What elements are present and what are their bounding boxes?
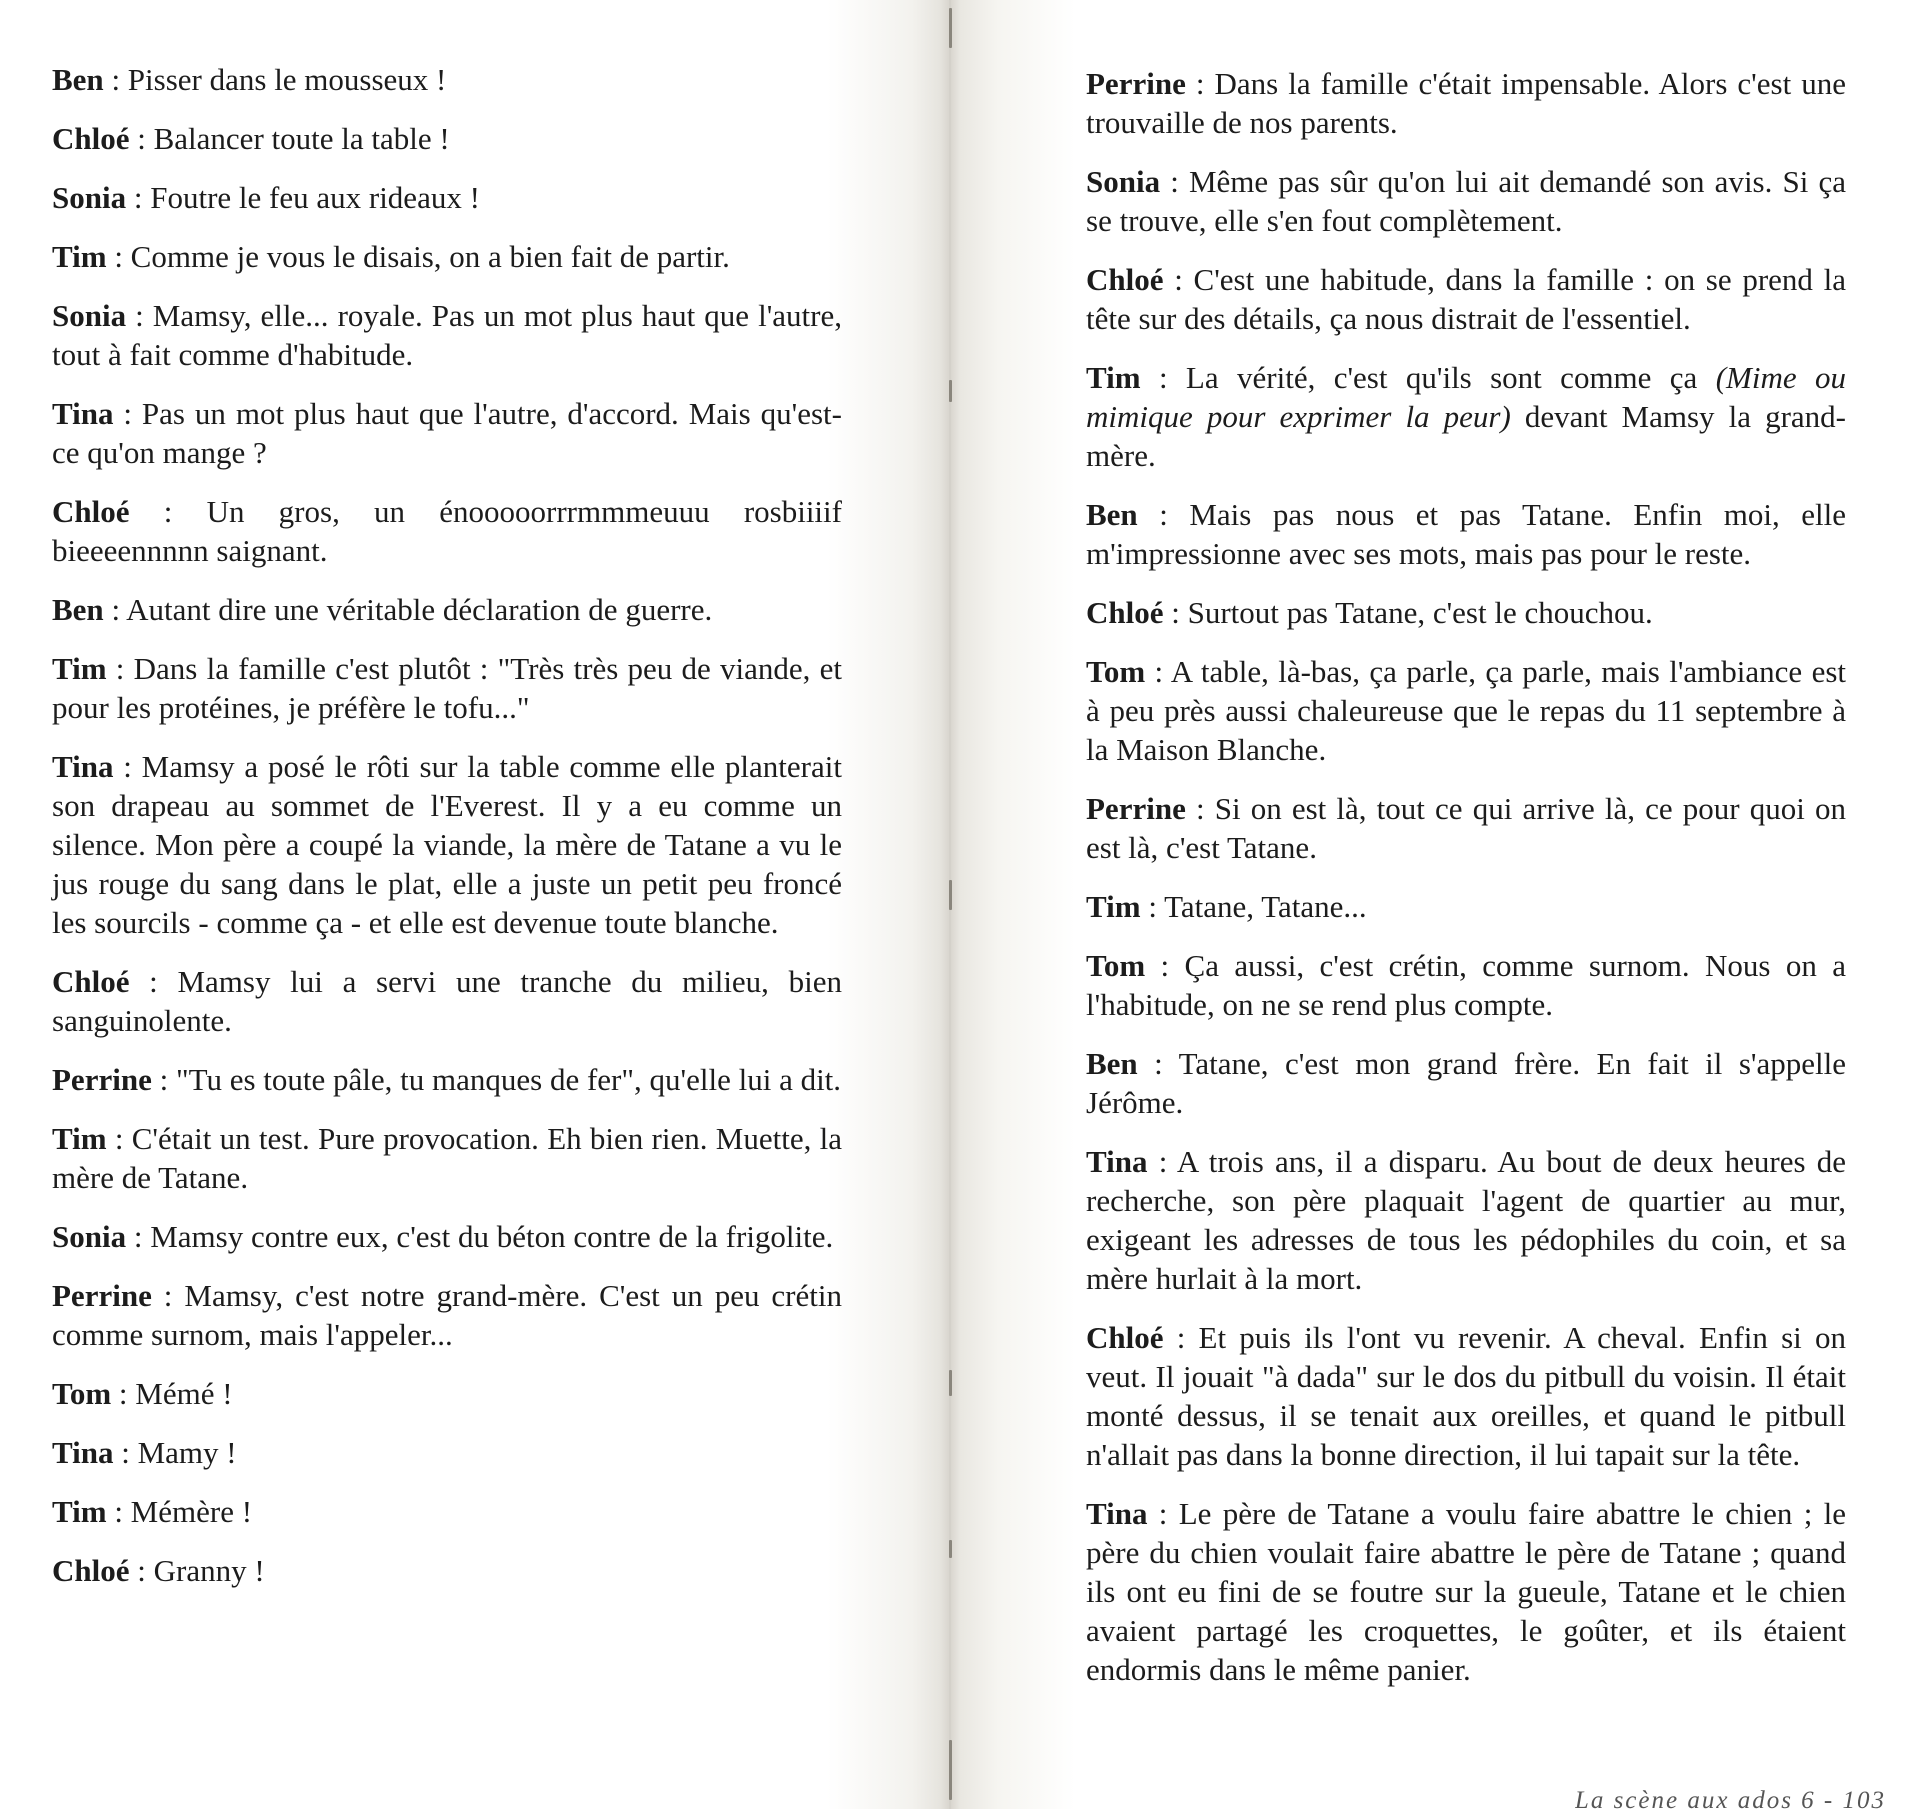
dialogue-text: : Dans la famille c'est plutôt : "Très très peu de viande, et pour les protéines, je préfère le tofu..." bbox=[52, 651, 842, 725]
dialogue-text: : Si on est là, tout ce qui arrive là, ce pour quoi on est là, c'est Tatane. bbox=[1086, 791, 1846, 865]
dialogue-text: : A table, là-bas, ça parle, ça parle, mais l'ambiance est à peu près aussi chaleureuse que le repas du 11 septembre à la Maison Blanche. bbox=[1086, 654, 1846, 767]
dialogue-text: : Pisser dans le mousseux ! bbox=[103, 62, 447, 97]
speaker-name: Tom bbox=[1086, 948, 1146, 983]
right-dialogue-column bbox=[1086, 64, 1846, 1709]
gutter-binding-mark bbox=[949, 380, 952, 402]
speaker-name: Tina bbox=[52, 749, 114, 784]
dialogue-line bbox=[52, 649, 842, 727]
speaker-name: Chloé bbox=[52, 964, 130, 999]
dialogue-line bbox=[52, 178, 842, 217]
speaker-name: Sonia bbox=[52, 1219, 127, 1254]
dialogue-line bbox=[52, 1119, 842, 1197]
dialogue-line bbox=[52, 60, 842, 99]
speaker-name: Tim bbox=[1086, 360, 1141, 395]
speaker-name: Sonia bbox=[1086, 164, 1161, 199]
dialogue-text: : A trois ans, il a disparu. Au bout de deux heures de recherche, son père plaquait l'agent de quartier au mur, exigeant les adresses de tous les pédophiles du coin, et sa mère hurlait à la mort. bbox=[1086, 1144, 1846, 1296]
dialogue-text: : Surtout pas Tatane, c'est le chouchou. bbox=[1163, 595, 1653, 630]
dialogue-text: : C'était un test. Pure provocation. Eh bien rien. Muette, la mère de Tatane. bbox=[52, 1121, 842, 1195]
dialogue-line bbox=[52, 296, 842, 374]
dialogue-line bbox=[1086, 1494, 1846, 1689]
dialogue-text: : Ça aussi, c'est crétin, comme surnom. Nous on a l'habitude, on ne se rend plus compte. bbox=[1086, 948, 1846, 1022]
dialogue-line bbox=[1086, 358, 1846, 475]
dialogue-line bbox=[1086, 593, 1846, 632]
speaker-name: Ben bbox=[52, 592, 104, 627]
speaker-name: Perrine bbox=[52, 1062, 152, 1097]
speaker-name: Tom bbox=[1086, 654, 1146, 689]
dialogue-text: : Mamy ! bbox=[113, 1435, 237, 1470]
dialogue-line bbox=[52, 394, 842, 472]
dialogue-text: : Le père de Tatane a voulu faire abattre le chien ; le père du chien voulait faire abattre le père de Tatane ; quand ils ont eu fini de se foutre sur la gueule, Tatane et le chien avaient partagé les croquettes, le goûter, et ils étaient endormis dans le même panier. bbox=[1086, 1496, 1846, 1687]
dialogue-line bbox=[52, 1433, 842, 1472]
speaker-name: Sonia bbox=[52, 298, 127, 333]
speaker-name: Ben bbox=[1086, 497, 1138, 532]
dialogue-line bbox=[52, 119, 842, 158]
speaker-name: Chloé bbox=[52, 121, 130, 156]
dialogue-line bbox=[52, 1276, 842, 1354]
speaker-name: Chloé bbox=[52, 1553, 130, 1588]
dialogue-text: : Comme je vous le disais, on a bien fait de partir. bbox=[106, 239, 730, 274]
speaker-name: Tim bbox=[52, 239, 107, 274]
speaker-name: Chloé bbox=[1086, 262, 1164, 297]
gutter-binding-mark bbox=[949, 1370, 952, 1396]
speaker-name: Tim bbox=[1086, 889, 1141, 924]
dialogue-line bbox=[52, 1492, 842, 1531]
gutter-binding-mark bbox=[949, 8, 952, 48]
dialogue-line bbox=[1086, 946, 1846, 1024]
speaker-name: Ben bbox=[52, 62, 104, 97]
dialogue-line bbox=[52, 962, 842, 1040]
speaker-name: Perrine bbox=[52, 1278, 152, 1313]
page-footer: La scène aux ados 6 - 103 bbox=[1574, 1787, 1886, 1809]
speaker-name: Perrine bbox=[1086, 66, 1186, 101]
dialogue-line bbox=[1086, 64, 1846, 142]
speaker-name: Tim bbox=[52, 1121, 107, 1156]
left-page bbox=[0, 0, 940, 1809]
stage-direction: (Mime ou mimique pour exprimer la peur) bbox=[1086, 360, 1846, 434]
speaker-name: Ben bbox=[1086, 1046, 1138, 1081]
dialogue-text: : Dans la famille c'était impensable. Alors c'est une trouvaille de nos parents. bbox=[1086, 66, 1846, 140]
dialogue-text: : Tatane, c'est mon grand frère. En fait il s'appelle Jérôme. bbox=[1086, 1046, 1846, 1120]
dialogue-line bbox=[52, 590, 842, 629]
dialogue-text: : Granny ! bbox=[129, 1553, 265, 1588]
dialogue-line bbox=[1086, 495, 1846, 573]
speaker-name: Sonia bbox=[52, 180, 127, 215]
dialogue-text: : Mais pas nous et pas Tatane. Enfin moi, elle m'impressionne avec ses mots, mais pas pour le reste. bbox=[1086, 497, 1846, 571]
dialogue-text: : "Tu es toute pâle, tu manques de fer", qu'elle lui a dit. bbox=[151, 1062, 842, 1097]
gutter-binding-mark bbox=[949, 1740, 952, 1800]
dialogue-text: : Un gros, un énooooorrrmmmeuuu rosbiiiif bieeeennnnn saignant. bbox=[52, 494, 842, 568]
book-gutter bbox=[940, 0, 960, 1809]
gutter-binding-mark bbox=[949, 880, 952, 910]
dialogue-text: : Foutre le feu aux rideaux ! bbox=[126, 180, 480, 215]
speaker-name: Chloé bbox=[52, 494, 130, 529]
dialogue-line bbox=[1086, 1318, 1846, 1474]
speaker-name: Tina bbox=[1086, 1144, 1148, 1179]
speaker-name: Perrine bbox=[1086, 791, 1186, 826]
dialogue-line bbox=[52, 1217, 842, 1256]
speaker-name: Chloé bbox=[1086, 595, 1164, 630]
speaker-name: Chloé bbox=[1086, 1320, 1164, 1355]
dialogue-text: : Mémé ! bbox=[111, 1376, 233, 1411]
dialogue-line bbox=[52, 492, 842, 570]
dialogue-text: : La vérité, c'est qu'ils sont comme ça bbox=[1140, 360, 1716, 395]
dialogue-line bbox=[1086, 162, 1846, 240]
dialogue-line bbox=[1086, 887, 1846, 926]
dialogue-text: : Mamsy lui a servi une tranche du milieu, bien sanguinolente. bbox=[52, 964, 842, 1038]
speaker-name: Tina bbox=[52, 396, 114, 431]
speaker-name: Tina bbox=[1086, 1496, 1148, 1531]
left-dialogue-column bbox=[52, 60, 842, 1610]
dialogue-text: : Mamsy a posé le rôti sur la table comme elle planterait son drapeau au sommet de l'Everest. Il y a eu comme un silence. Mon père a coupé la viande, la mère de Tatane a vu le jus rouge du sang dans le plat, elle a juste un petit peu froncé les sourcils - comme ça - et elle est devenue toute blanche. bbox=[52, 749, 842, 940]
dialogue-text: : Pas un mot plus haut que l'autre, d'accord. Mais qu'est-ce qu'on mange ? bbox=[52, 396, 842, 470]
speaker-name: Tina bbox=[52, 1435, 114, 1470]
dialogue-text: : Mamsy, c'est notre grand-mère. C'est un peu crétin comme surnom, mais l'appeler... bbox=[52, 1278, 842, 1352]
dialogue-line bbox=[1086, 652, 1846, 769]
gutter-binding-mark bbox=[949, 1540, 952, 1558]
dialogue-line bbox=[52, 1551, 842, 1590]
speaker-name: Tim bbox=[52, 651, 107, 686]
dialogue-text: : Balancer toute la table ! bbox=[129, 121, 450, 156]
dialogue-text: : Même pas sûr qu'on lui ait demandé son avis. Si ça se trouve, elle s'en fout complètement. bbox=[1086, 164, 1846, 238]
dialogue-text: : Tatane, Tatane... bbox=[1140, 889, 1367, 924]
speaker-name: Tom bbox=[52, 1376, 112, 1411]
dialogue-text: : C'est une habitude, dans la famille : on se prend la tête sur des détails, ça nous distrait de l'essentiel. bbox=[1086, 262, 1846, 336]
dialogue-text: : Et puis ils l'ont vu revenir. A cheval. Enfin si on veut. Il jouait "à dada" sur le dos du pitbull du voisin. Il était monté dessus, il se tenait aux oreilles, et quand le pitbull n'allait pas dans la bonne direction, il lui tapait sur la tête. bbox=[1086, 1320, 1846, 1472]
dialogue-text: : Mémère ! bbox=[106, 1494, 253, 1529]
dialogue-line bbox=[52, 747, 842, 942]
dialogue-line bbox=[52, 1374, 842, 1413]
right-page bbox=[960, 0, 1920, 1809]
dialogue-text: : Mamsy, elle... royale. Pas un mot plus haut que l'autre, tout à fait comme d'habitude. bbox=[52, 298, 842, 372]
dialogue-line bbox=[52, 1060, 842, 1099]
dialogue-line bbox=[1086, 789, 1846, 867]
speaker-name: Tim bbox=[52, 1494, 107, 1529]
dialogue-text-continued: devant Mamsy la grand-mère. bbox=[1086, 399, 1846, 473]
dialogue-line bbox=[1086, 1142, 1846, 1298]
dialogue-text: : Autant dire une véritable déclaration de guerre. bbox=[103, 592, 713, 627]
dialogue-line bbox=[1086, 1044, 1846, 1122]
dialogue-text: : Mamsy contre eux, c'est du béton contre de la frigolite. bbox=[126, 1219, 834, 1254]
dialogue-line bbox=[52, 237, 842, 276]
dialogue-line bbox=[1086, 260, 1846, 338]
